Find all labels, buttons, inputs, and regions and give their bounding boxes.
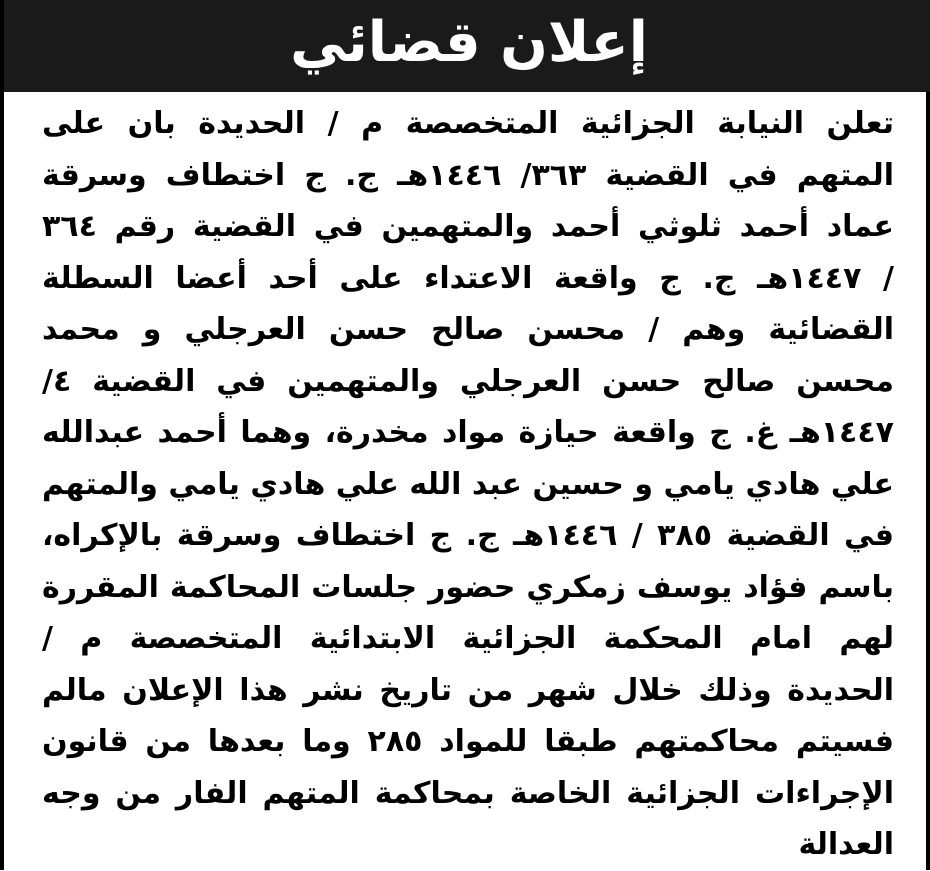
notice-line: الإجراءات الجزائية الخاصة بمحاكمة المتهم الفار من وجه <box>42 775 894 811</box>
notice-line: المتهم في القضية ٣٦٣/ ١٤٤٦هـ ج. ج اختطاف وسرقة <box>42 157 894 193</box>
notice-header <box>4 0 930 92</box>
notice-line: ١٤٤٧هـ غ. ج واقعة حيازة مواد مخدرة، وهما أحمد عبدالله <box>42 415 894 450</box>
notice-title: إعلان قضائي <box>290 10 648 75</box>
notice-body <box>42 98 894 871</box>
notice-line: فسيتم محاكمتهم طبقا للمواد ٢٨٥ وما بعدها من قانون <box>42 724 894 759</box>
notice-line: لهم امام المحكمة الجزائية الابتدائية المتخصصة م / <box>42 621 894 656</box>
notice-line: القضائية وهم / محسن صالح حسن العرجلي و محمد <box>42 312 894 347</box>
notice-line: علي هادي يامي و حسين عبد الله علي هادي يامي والمتهم <box>42 466 894 502</box>
notice-line: باسم فؤاد يوسف زمكري حضور جلسات المحاكمة المقررة <box>42 569 894 605</box>
notice-line: محسن صالح حسن العرجلي والمتهمين في القضية ٤/ <box>42 363 894 399</box>
notice-line: / ١٤٤٧هـ ج. ج واقعة الاعتداء على أحد أعضا السطلة <box>42 260 894 296</box>
notice-line: تعلن النيابة الجزائية المتخصصة م / الحديدة بان على <box>42 106 894 141</box>
notice-line: عماد أحمد ثلوثي أحمد والمتهمين في القضية رقم ٣٦٤ <box>42 209 894 244</box>
notice-line: الحديدة وذلك خلال شهر من تاريخ نشر هذا الإعلان مالم <box>42 672 894 708</box>
notice-line-last: العدالة <box>798 827 894 862</box>
notice-line: في القضية ٣٨٥ / ١٤٤٦هـ ج. ج اختطاف وسرقة بالإكراه، <box>42 518 894 553</box>
